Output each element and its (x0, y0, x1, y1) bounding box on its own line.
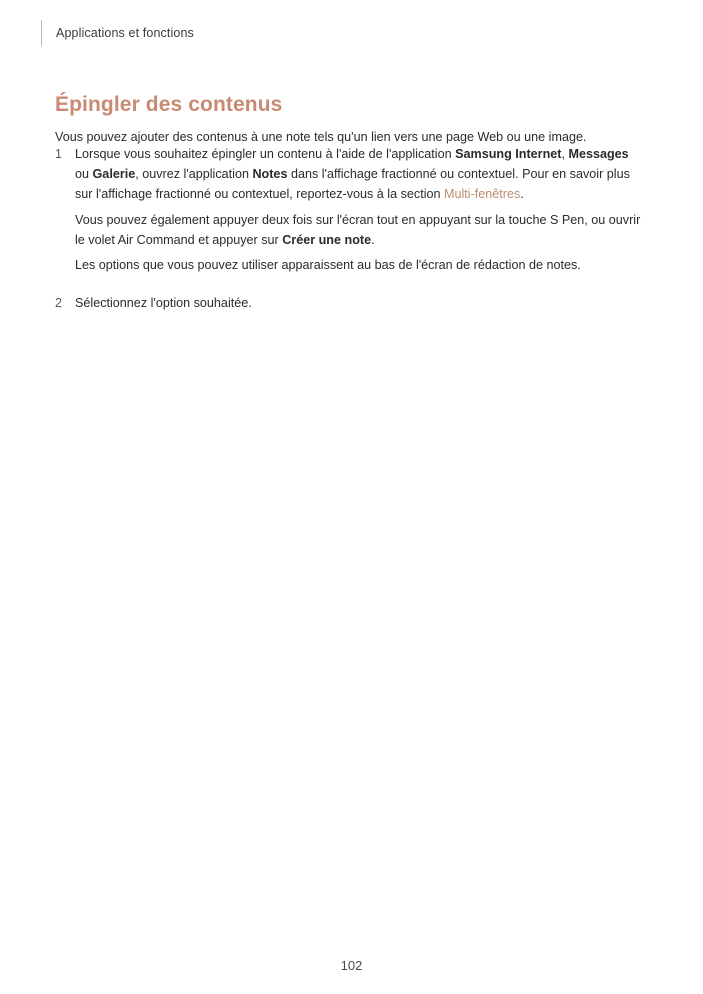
page-header (41, 20, 194, 46)
body-text: . (520, 186, 524, 201)
body-text: , ouvrez l'application (135, 166, 253, 181)
body-text: dans l'affichage fractionné ou contextuel. Pour en savoir plus sur l'affichage fractionné ou contextuel, reportez-vous à la section (75, 166, 630, 201)
page-title: Épingler des contenus (55, 93, 283, 117)
steps-list (55, 145, 645, 322)
body-text: Les options que vous pouvez utiliser apparaissent au bas de l'écran de rédaction de notes. (75, 258, 581, 273)
step-paragraph (75, 294, 645, 314)
body-text: Lorsque vous souhaitez épingler un contenu à l'aide de l'application (75, 147, 456, 161)
body-text: ou (75, 166, 93, 181)
step-item (55, 145, 645, 276)
body-text: Sélectionnez l'option souhaitée. (75, 296, 252, 311)
step-number: 2 (55, 296, 62, 311)
page-number: 102 (340, 958, 363, 973)
step-number: 1 (55, 147, 62, 161)
emphasis-text: Notes (252, 166, 288, 181)
emphasis-text: Créer une note (282, 232, 372, 247)
emphasis-text: Messages (568, 147, 629, 161)
step-paragraph (75, 145, 645, 205)
emphasis-text: Samsung Internet (455, 147, 562, 161)
breadcrumb: Applications et fonctions (56, 25, 194, 40)
body-text: , (561, 147, 569, 161)
header-divider (41, 20, 42, 46)
body-text: Vous pouvez également appuyer deux fois sur l'écran tout en appuyant sur la touche S Pen, ou ouvrir le volet Air Command et appuyer sur (75, 212, 641, 247)
step-body (75, 294, 645, 314)
step-item (55, 294, 645, 314)
step-paragraph (75, 256, 645, 276)
step-paragraph (75, 211, 645, 251)
emphasis-text: Galerie (92, 166, 136, 181)
body-text: . (371, 232, 375, 247)
step-body (75, 145, 645, 276)
intro-paragraph: Vous pouvez ajouter des contenus à une note tels qu'un lien vers une page Web ou une image. (55, 129, 587, 144)
cross-reference-link[interactable]: Multi-fenêtres (444, 186, 521, 201)
